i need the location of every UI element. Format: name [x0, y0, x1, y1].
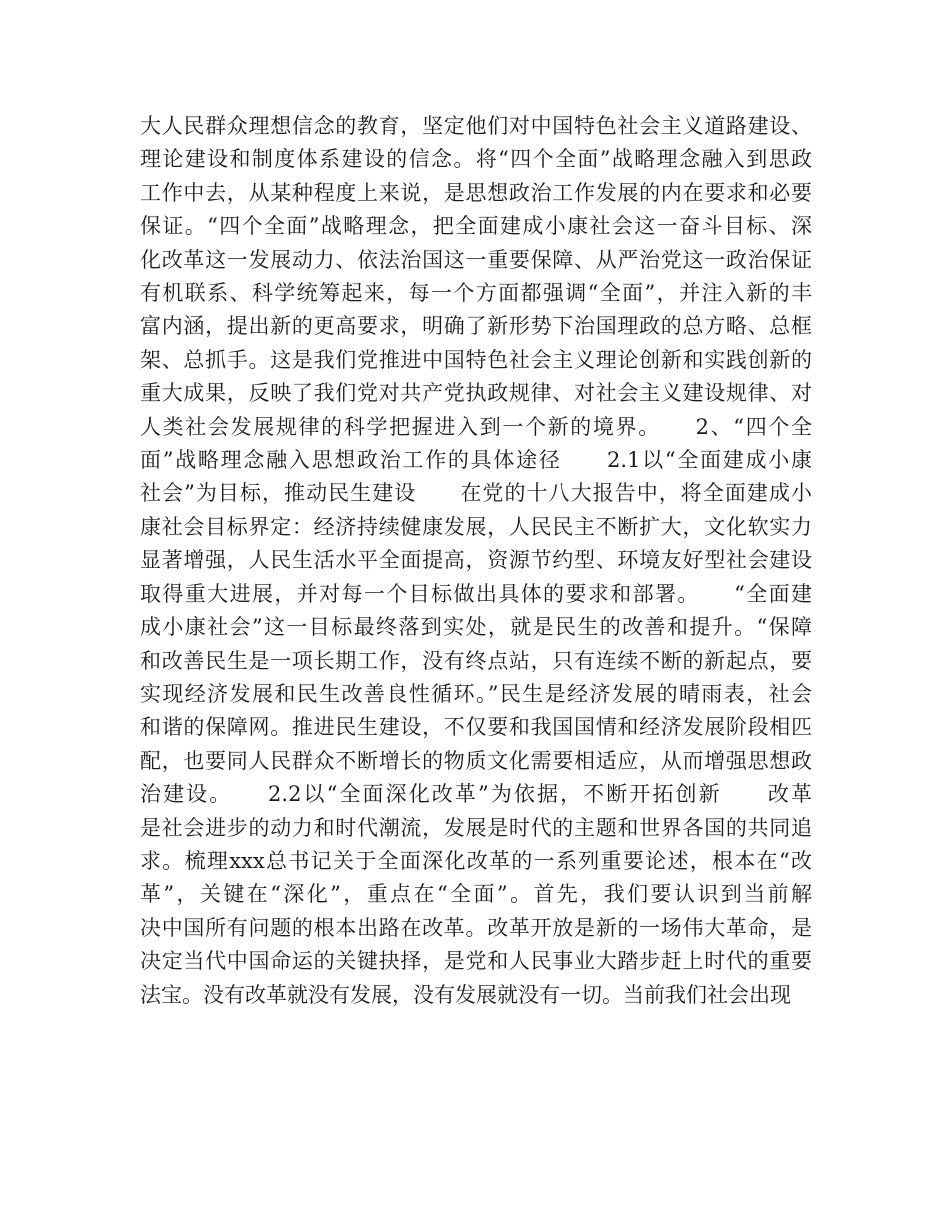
text-line-10: 人类社会发展规律的科学把握进入到一个新的境界。 2、“四个全	[140, 414, 812, 439]
text-line-14: 显著增强，人民生活水平全面提高，资源节约型、环境友好型社会建设	[140, 548, 812, 573]
text-line-1: 大人民群众理想信念的教育，坚定他们对中国特色社会主义道路建设、	[140, 114, 812, 138]
text-line-16: 成小康社会”这一目标最终落到实处，就是民生的改善和提升。“保障	[140, 615, 812, 640]
text-line-9: 重大成果，反映了我们党对共产党执政规律、对社会主义建设规律、对	[140, 381, 812, 406]
text-line-11: 面”战略理念融入思想政治工作的具体途径 2.1以“全面建成小康	[140, 448, 812, 473]
text-line-25: 决中国所有问题的根本出路在改革。改革开放是新的一场伟大革命，是	[140, 915, 812, 940]
text-line-12: 社会”为目标，推动民生建设 在党的十八大报告中，将全面建成小	[140, 481, 812, 506]
text-line-18: 实现经济发展和民生改善良性循环。”民生是经济发展的晴雨表，社会	[140, 681, 812, 706]
text-line-21: 治建设。 2.2以“全面深化改革”为依据，不断开拓创新 改革	[140, 782, 812, 807]
text-line-6: 有机联系、科学统筹起来，每一个方面都强调“全面”，并注入新的丰	[140, 281, 812, 306]
text-line-5: 化改革这一发展动力、依法治国这一重要保障、从严治党这一政治保证	[140, 247, 812, 272]
text-line-24: 革”，关键在“深化”，重点在“全面”。首先，我们要认识到当前解	[140, 882, 812, 907]
text-line-3: 工作中去，从某种程度上来说，是思想政治工作发展的内在要求和必要	[140, 180, 812, 205]
text-line-26: 决定当代中国命运的关键抉择，是党和人民事业大踏步赶上时代的重要	[140, 949, 812, 974]
body-text	[140, 110, 812, 1012]
text-line-15: 取得重大进展，并对每一个目标做出具体的要求和部署。 “全面建	[140, 581, 812, 606]
text-line-17: 和改善民生是一项长期工作，没有终点站，只有连续不断的新起点，要	[140, 648, 812, 673]
text-line-27: 法宝。没有改革就没有发展，没有发展就没有一切。当前我们社会出现	[140, 982, 791, 1007]
text-line-13: 康社会目标界定：经济持续健康发展，人民民主不断扩大，文化软实力	[140, 514, 812, 539]
text-line-20: 配，也要同人民群众不断增长的物质文化需要相适应，从而增强思想政	[140, 748, 812, 773]
text-line-4: 保证。“四个全面”战略理念，把全面建成小康社会这一奋斗目标、深	[140, 214, 812, 239]
text-line-23: 求。梳理xxx总书记关于全面深化改革的一系列重要论述，根本在“改	[140, 848, 812, 873]
text-line-22: 是社会进步的动力和时代潮流，发展是时代的主题和世界各国的共同追	[140, 815, 812, 840]
text-line-19: 和谐的保障网。推进民生建设，不仅要和我国国情和经济发展阶段相匹	[140, 715, 812, 740]
text-line-2: 理论建设和制度体系建设的信念。将“四个全面”战略理念融入到思政	[140, 147, 812, 172]
text-line-8: 架、总抓手。这是我们党推进中国特色社会主义理论创新和实践创新的	[140, 347, 812, 372]
text-line-7: 富内涵，提出新的更高要求，明确了新形势下治国理政的总方略、总框	[140, 314, 812, 339]
